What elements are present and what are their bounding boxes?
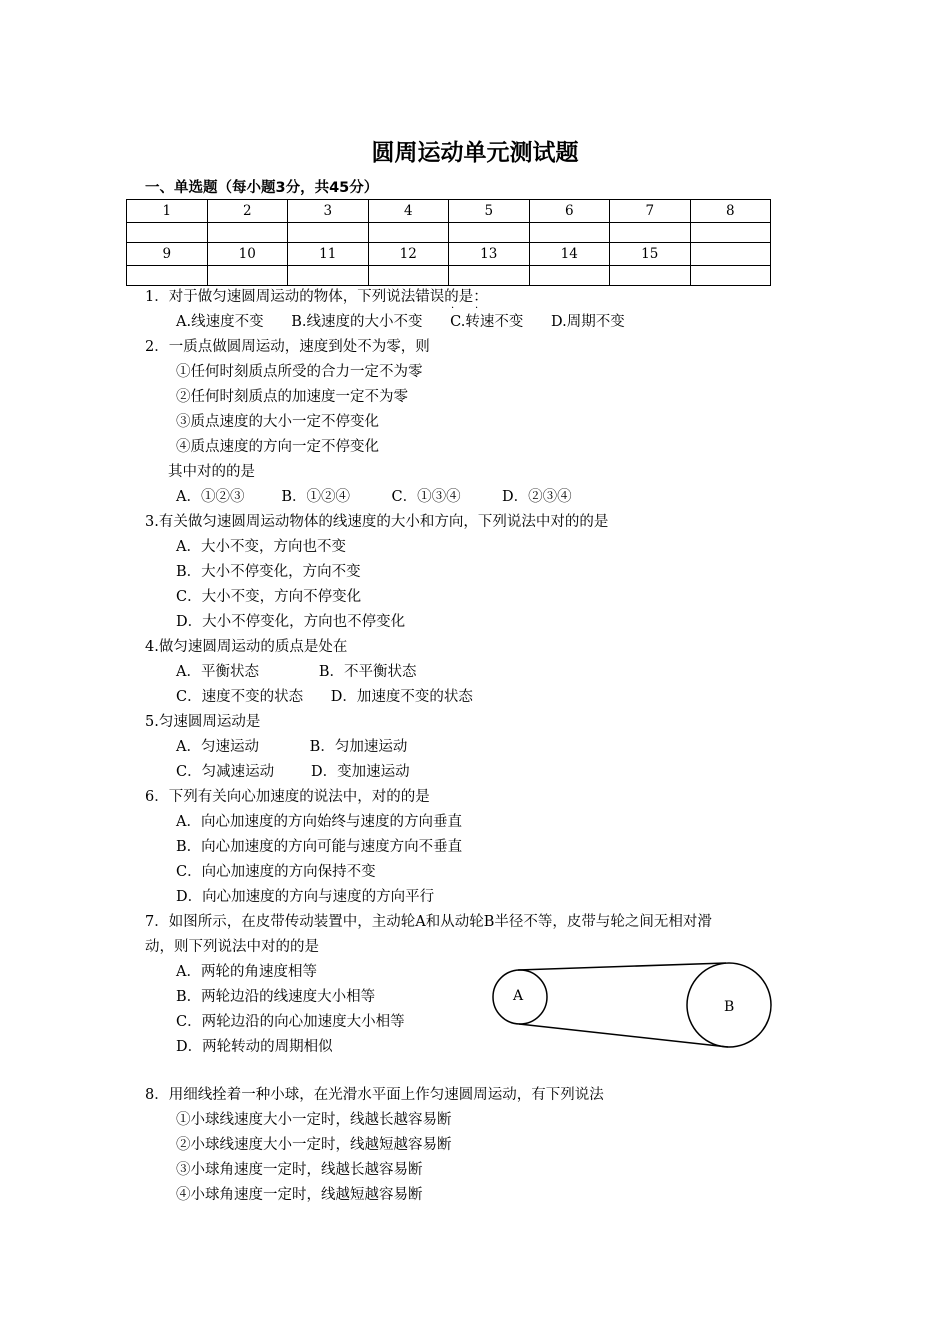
answer-number-cell [690,243,771,266]
answer-table-number-row [127,200,771,223]
answer-blank-cell[interactable] [127,223,208,243]
answer-number-cell: 7 [610,200,691,223]
emphasis-dot: · [475,303,479,314]
answer-number-cell: 13 [449,243,530,266]
question-2-stem: 2．一质点做圆周运动，速度到处不为零，则 [145,339,430,355]
answer-blank-cell[interactable] [288,266,369,286]
question-7-option: D．两轮转动的周期相似 [176,1039,333,1055]
label-b: B [724,999,735,1015]
question-4-options: C．速度不变的状态 D．加速度不变的状态 [176,689,473,705]
section-heading-single-choice: 一、单选题（每小题3分，共45分） [145,180,379,196]
question-2-options: A．①②③ B．①②④ C．①③④ D．②③④ [176,489,572,505]
answer-blank-cell[interactable] [690,223,771,243]
question-7-option: A．两轮的角速度相等 [176,964,317,980]
label-a: A [513,988,524,1004]
question-6-option: B．向心加速度的方向可能与速度方向不垂直 [176,839,463,855]
question-1-options: A.线速度不变 B.线速度的大小不变 C.转速不变 D.周期不变 [176,314,625,330]
answer-blank-cell[interactable] [288,223,369,243]
question-8-statement: ①小球线速度大小一定时，线越长越容易断 [176,1112,452,1128]
question-7-option: C．两轮边沿的向心加速度大小相等 [176,1014,405,1030]
answer-table-blank-row [127,266,771,286]
answer-number-cell: 14 [529,243,610,266]
answer-blank-cell[interactable] [368,266,449,286]
question-2-statement: ①任何时刻质点所受的合力一定不为零 [176,364,423,380]
question-5-options: A．匀速运动 B．匀加速运动 [176,739,408,755]
answer-blank-cell[interactable] [610,223,691,243]
question-1-stem: 1．对于做匀速圆周运动的物体，下列说法错误的是： [145,289,488,305]
question-2-statement: ④质点速度的方向一定不停变化 [176,439,379,455]
answer-number-cell: 8 [690,200,771,223]
belt-lower [519,1024,728,1047]
question-6-option: A．向心加速度的方向始终与速度的方向垂直 [176,814,462,830]
emphasis-dot: · [451,303,455,314]
answer-table-number-row [127,243,771,266]
question-4-options: A．平衡状态 B．不平衡状态 [176,664,417,680]
answer-number-cell: 3 [288,200,369,223]
answer-blank-cell[interactable] [610,266,691,286]
answer-number-cell: 9 [127,243,208,266]
question-7-stem: 动，则下列说法中对的的是 [145,939,319,955]
question-3-option: D．大小不停变化，方向也不停变化 [176,614,406,630]
answer-blank-cell[interactable] [449,223,530,243]
question-4-stem: 4.做匀速圆周运动的质点是处在 [145,639,348,655]
question-3-stem: 3.有关做匀速圆周运动物体的线速度的大小和方向，下列说法中对的的是 [145,514,609,530]
question-2-prompt: 其中对的的是 [168,464,255,480]
answer-blank-cell[interactable] [690,266,771,286]
answer-blank-cell[interactable] [368,223,449,243]
question-8-statement: ②小球线速度大小一定时，线越短越容易断 [176,1137,452,1153]
answer-table [126,199,771,286]
question-8-stem: 8．用细线拴着一种小球，在光滑水平面上作匀速圆周运动，有下列说法 [145,1087,604,1103]
question-5-stem: 5.匀速圆周运动是 [145,714,261,730]
answer-blank-cell[interactable] [529,266,610,286]
question-5-options: C．匀减速运动 D．变加速运动 [176,764,410,780]
answer-number-cell: 1 [127,200,208,223]
question-7-option: B．两轮边沿的线速度大小相等 [176,989,376,1005]
answer-number-cell: 12 [368,243,449,266]
answer-blank-cell[interactable] [207,223,288,243]
answer-number-cell: 11 [288,243,369,266]
question-2-statement: ②任何时刻质点的加速度一定不为零 [176,389,408,405]
question-7-stem: 7．如图所示，在皮带传动装置中，主动轮A和从动轮B半径不等，皮带与轮之间无相对滑 [145,914,712,930]
answer-blank-cell[interactable] [449,266,530,286]
question-6-option: D．向心加速度的方向与速度的方向平行 [176,889,435,905]
answer-number-cell: 15 [610,243,691,266]
answer-blank-cell[interactable] [127,266,208,286]
question-3-option: C．大小不变，方向不停变化 [176,589,362,605]
belt-drive-figure [490,960,780,1054]
question-8-statement: ③小球角速度一定时，线越长越容易断 [176,1162,423,1178]
answer-number-cell: 10 [207,243,288,266]
question-2-statement: ③质点速度的大小一定不停变化 [176,414,379,430]
answer-blank-cell[interactable] [207,266,288,286]
answer-table-blank-row [127,223,771,243]
question-8-statement: ④小球角速度一定时，线越短越容易断 [176,1187,423,1203]
question-6-option: C．向心加速度的方向保持不变 [176,864,376,880]
question-6-stem: 6．下列有关向心加速度的说法中，对的的是 [145,789,430,805]
answer-number-cell: 2 [207,200,288,223]
answer-number-cell: 6 [529,200,610,223]
question-3-option: B．大小不停变化，方向不变 [176,564,361,580]
question-3-option: A．大小不变，方向也不变 [176,539,346,555]
page-title: 圆周运动单元测试题 [371,140,579,166]
belt-upper [518,963,726,970]
answer-blank-cell[interactable] [529,223,610,243]
answer-number-cell: 5 [449,200,530,223]
answer-number-cell: 4 [368,200,449,223]
